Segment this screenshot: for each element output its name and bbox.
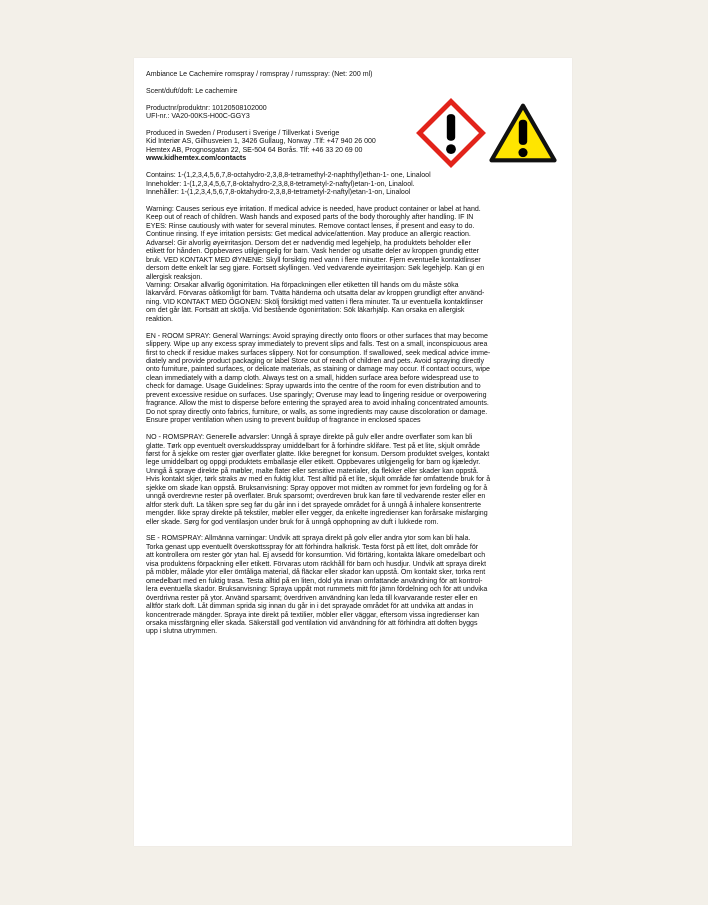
scent-line: Scent/duft/doft: Le cachemire [146,87,238,95]
en-line: diately and provide product packaging or label Store out of reach of children and pets. Avoid spraying directly [146,358,485,366]
se-line: Torka genast upp eventuellt överskottsspray för att förhindra halkrisk. Testa först på ett litet, dolt område för [146,543,479,551]
se-line: koncentrerade mängder. Spraya inte direkt på textilier, möbler eller väggar, eftersom vissa ingredienser kan [146,611,480,619]
warning-line: etikett for hånden. Oppbevares utilgjengelig for barn. Vask hender og utsatte deler av kroppen grundig etter [146,248,479,256]
en-line: onto furniture, painted surfaces, or delicate materials, as staining or damage may occur. If contact occurs, wipe [146,366,490,374]
en-line: EN - ROOM SPRAY: General Warnings: Avoid spraying directly onto floors or other surfaces that may become [146,332,488,340]
website-line: www.kidhemtex.com/contacts [146,155,247,163]
warning-line: bruk. VED KONTAKT MED ØYNENE: Skyll forsiktig med vann i flere minutter. Fjern eventuelle kontaktlinser [146,256,481,264]
warning-line: dersom dette enkelt lar seg gjøre. Fortsett skyllingen. Ved vedvarende øyeirritasjon: Søk legehjelp. Kan gi en [146,265,485,273]
hazard-symbols [416,98,556,168]
ufi-number: UFI-nr.: VA20-00KS-H00C-GGY3 [146,113,250,121]
no-line: unngå overdrevne rester på overflater. Bruk sparsomt; overdreven bruk kan føre til vedvarende rester eller en [146,493,486,501]
no-line: sjekke om skade kan oppstå. Bruksanvisning: Spray oppover mot midten av rommet for jevn fordeling og for å [146,484,488,492]
no-room-spray-block [146,434,562,527]
scent-block [146,88,562,96]
contains-no: Inneholder: 1-(1,2,3,4,5,6,7,8-oktahydro-2,3,8,8-tetrametyl-2-naftyl)etan-1-on, Linalool. [146,180,415,188]
warning-triangle-icon [488,102,558,164]
en-line: slippery. Wipe up any excess spray immediately to prevent slips and falls. Test on a small, inconspicuous area [146,341,488,349]
en-line: Do not spray directly onto fabrics, furniture, or walls, as some ingredients may cause discoloration or damage. [146,408,488,416]
warning-line: allergisk reaksjon. [146,273,203,281]
contains-block [146,172,562,197]
en-room-spray-block [146,333,562,426]
produced-in: Produced in Sweden / Produsert i Sverige / Tillverkat i Sverige [146,129,340,137]
no-line: NO - ROMSPRAY: Generelle advarsler: Unngå å spraye direkte på gulv eller andre overflater som kan bli [146,434,473,442]
warning-line: Varning: Orsakar allvarlig ögonirritation. Ha förpackningen eller etiketten till hands om du måste söka [146,282,459,290]
warnings-block [146,206,562,324]
contains-en: Contains: 1-(1,2,3,4,5,6,7,8-octahydro-2,3,8,8-tetramethyl-2-naphthyl)ethan-1- one, Linalool [146,172,431,180]
label-page [134,58,572,846]
exclamation-mark-diamond-icon [416,98,486,168]
warning-line: om det går lätt. Fortsätt att skölja. Vid bestående ögonirritation: Sök läkarhjälp. Kan orsaka en allergisk [146,307,465,315]
en-line: Ensure proper ventilation when using to prevent buildup of fragrance in enclosed spaces [146,417,421,425]
no-line: glatte. Tørk opp eventuelt overskuddsspray umiddelbart for å forhindre sklifare. Test på et lite, skjult område [146,442,480,450]
product-number: Productnr/produktnr: 10120508102000 [146,104,267,112]
no-line: mengder. Ikke spray direkte på tekstiler, møbler eller vegger, da enkelte ingredienser kan forårsake misfarging [146,510,488,518]
warning-line: ning. VID KONTAKT MED ÖGONEN: Skölj försiktigt med vatten i flera minuter. Ta ur eventuella kontaktlinser [146,298,483,306]
no-line: Unngå å spraye direkte på møbler, malte flater eller sensitive materialer, da flekker eller skader kan oppstå. [146,467,479,475]
warning-line: Advarsel: Gir alvorlig øyeirritasjon. Dersom det er nødvendig med legehjelp, ha produktets beholder eller [146,239,471,247]
se-line: SE - ROMSPRAY: Allmänna varningar: Undvik att spraya direkt på golv eller andra ytor som kan bli hala. [146,535,471,543]
no-line: lege umiddelbart og oppgi produktets emballasje eller etikett. Oppbevares utilgjengelig for barn og kjæledyr. [146,459,481,467]
warning-line: EYES: Rinse cautiously with water for several minutes. Remove contact lenses, if present and easy to do. [146,222,475,230]
se-room-spray-block [146,535,562,636]
manufacturer-sweden: Hemtex AB, Prognosgatan 22, SE-504 64 Borås. Tlf: +46 33 20 69 00 [146,146,363,154]
se-line: att kontrollera om rester gör ytan hal. Ej avsedd för konsumtion. Vid förtäring, kontakta läkare omedelbart och [146,552,486,560]
se-line: visa produktens förpackning eller etikett. Förvaras utom räckhåll för barn och husdjur. Undvik att spraya direkt [146,560,487,568]
en-line: check for damage. Usage Guidelines: Spray upwards into the centre of the room for even distribution and to [146,383,481,391]
se-line: överdrivna rester på ytor. Använd sparsamt; överdriven användning kan leda till kvarvarande rester eller en [146,594,478,602]
en-line: first to check if residue makes surfaces slippery. Not for consumption. If swallowed, seek medical advice imme- [146,349,491,357]
en-line: fragrance. Allow the mist to disperse before entering the sprayed area to avoid inhaling concentrated amounts. [146,400,489,408]
contains-se: Innehåller: 1-(1,2,3,4,5,6,7,8-oktahydro-2,3,8,8-tetrametyl-2-naftyl)etan-1-on, Linalool [146,189,411,197]
se-line: lera eventuella skador. Bruksanvisning: Spraya uppåt mot rummets mitt för jämn fördelning och för att undvika [146,586,488,594]
warning-line: reaktion. [146,315,173,323]
en-line: clean immediately with a damp cloth. Always test on a small, hidden surface area before widespread use to [146,374,479,382]
no-line: først for å sjekke om rester gjør overflater glatte. Ikke beregnet for konsum. Dersom produktet svelges, kontakt [146,450,490,458]
warning-line: Continue rinsing. If eye irritation persists: Get medical advice/attention. May produce an allergic reaction. [146,231,471,239]
se-line: orsaka missfärgning eller skada. Säkerställ god ventilation vid användning för att förhindra att doften byggs [146,619,478,627]
warning-line: läkarvård. Förvaras oåtkomligt för barn. Tvätta händerna och utsatta delar av kroppen grundligt efter använd- [146,290,485,298]
manufacturer-norway: Kid Interiør AS, Gilhusveien 1, 3426 Gullaug, Norway .Tlf: +47 940 26 000 [146,138,376,146]
se-line: alltför stark doft. Låt dimman sprida sig innan du går in i det sprayade området för att undvika att andas in [146,603,474,611]
se-line: på möbler, målade ytor eller ömtåliga material, då fläckar eller skador kan uppstå. Om kontakt sker, torka rent [146,569,486,577]
no-line: Hvis kontakt skjer, tørk straks av med en fuktig klut. Test alltid på et lite, skjult område før omfattende bruk for å [146,476,491,484]
warning-line: Keep out of reach of children. Wash hands and exposed parts of the body thoroughly after handling. IF IN [146,214,474,222]
no-line: altfor sterk duft. La tåken spre seg før du går inn i det sprayede området for å unngå å inhalere konsentrerte [146,501,481,509]
title-block [146,71,562,79]
product-title: Ambiance Le Cachemire romspray / romspray / rumsspray: (Net: 200 ml) [146,71,373,78]
se-line: upp i slutna utrymmen. [146,628,218,636]
no-line: eller skade. Sørg for god ventilasjon under bruk for å unngå opphopning av duft i lukkede rom. [146,518,439,526]
en-line: prevent excessive residue on surfaces. Use sparingly; Overuse may lead to lingering residue or overpowering [146,391,487,399]
se-line: omedelbart med en fuktig trasa. Testa alltid på en liten, dold yta innan omfattande användning för att kontrol- [146,577,483,585]
warning-line: Warning: Causes serious eye irritation. If medical advice is needed, have product container or label at hand. [146,205,481,213]
